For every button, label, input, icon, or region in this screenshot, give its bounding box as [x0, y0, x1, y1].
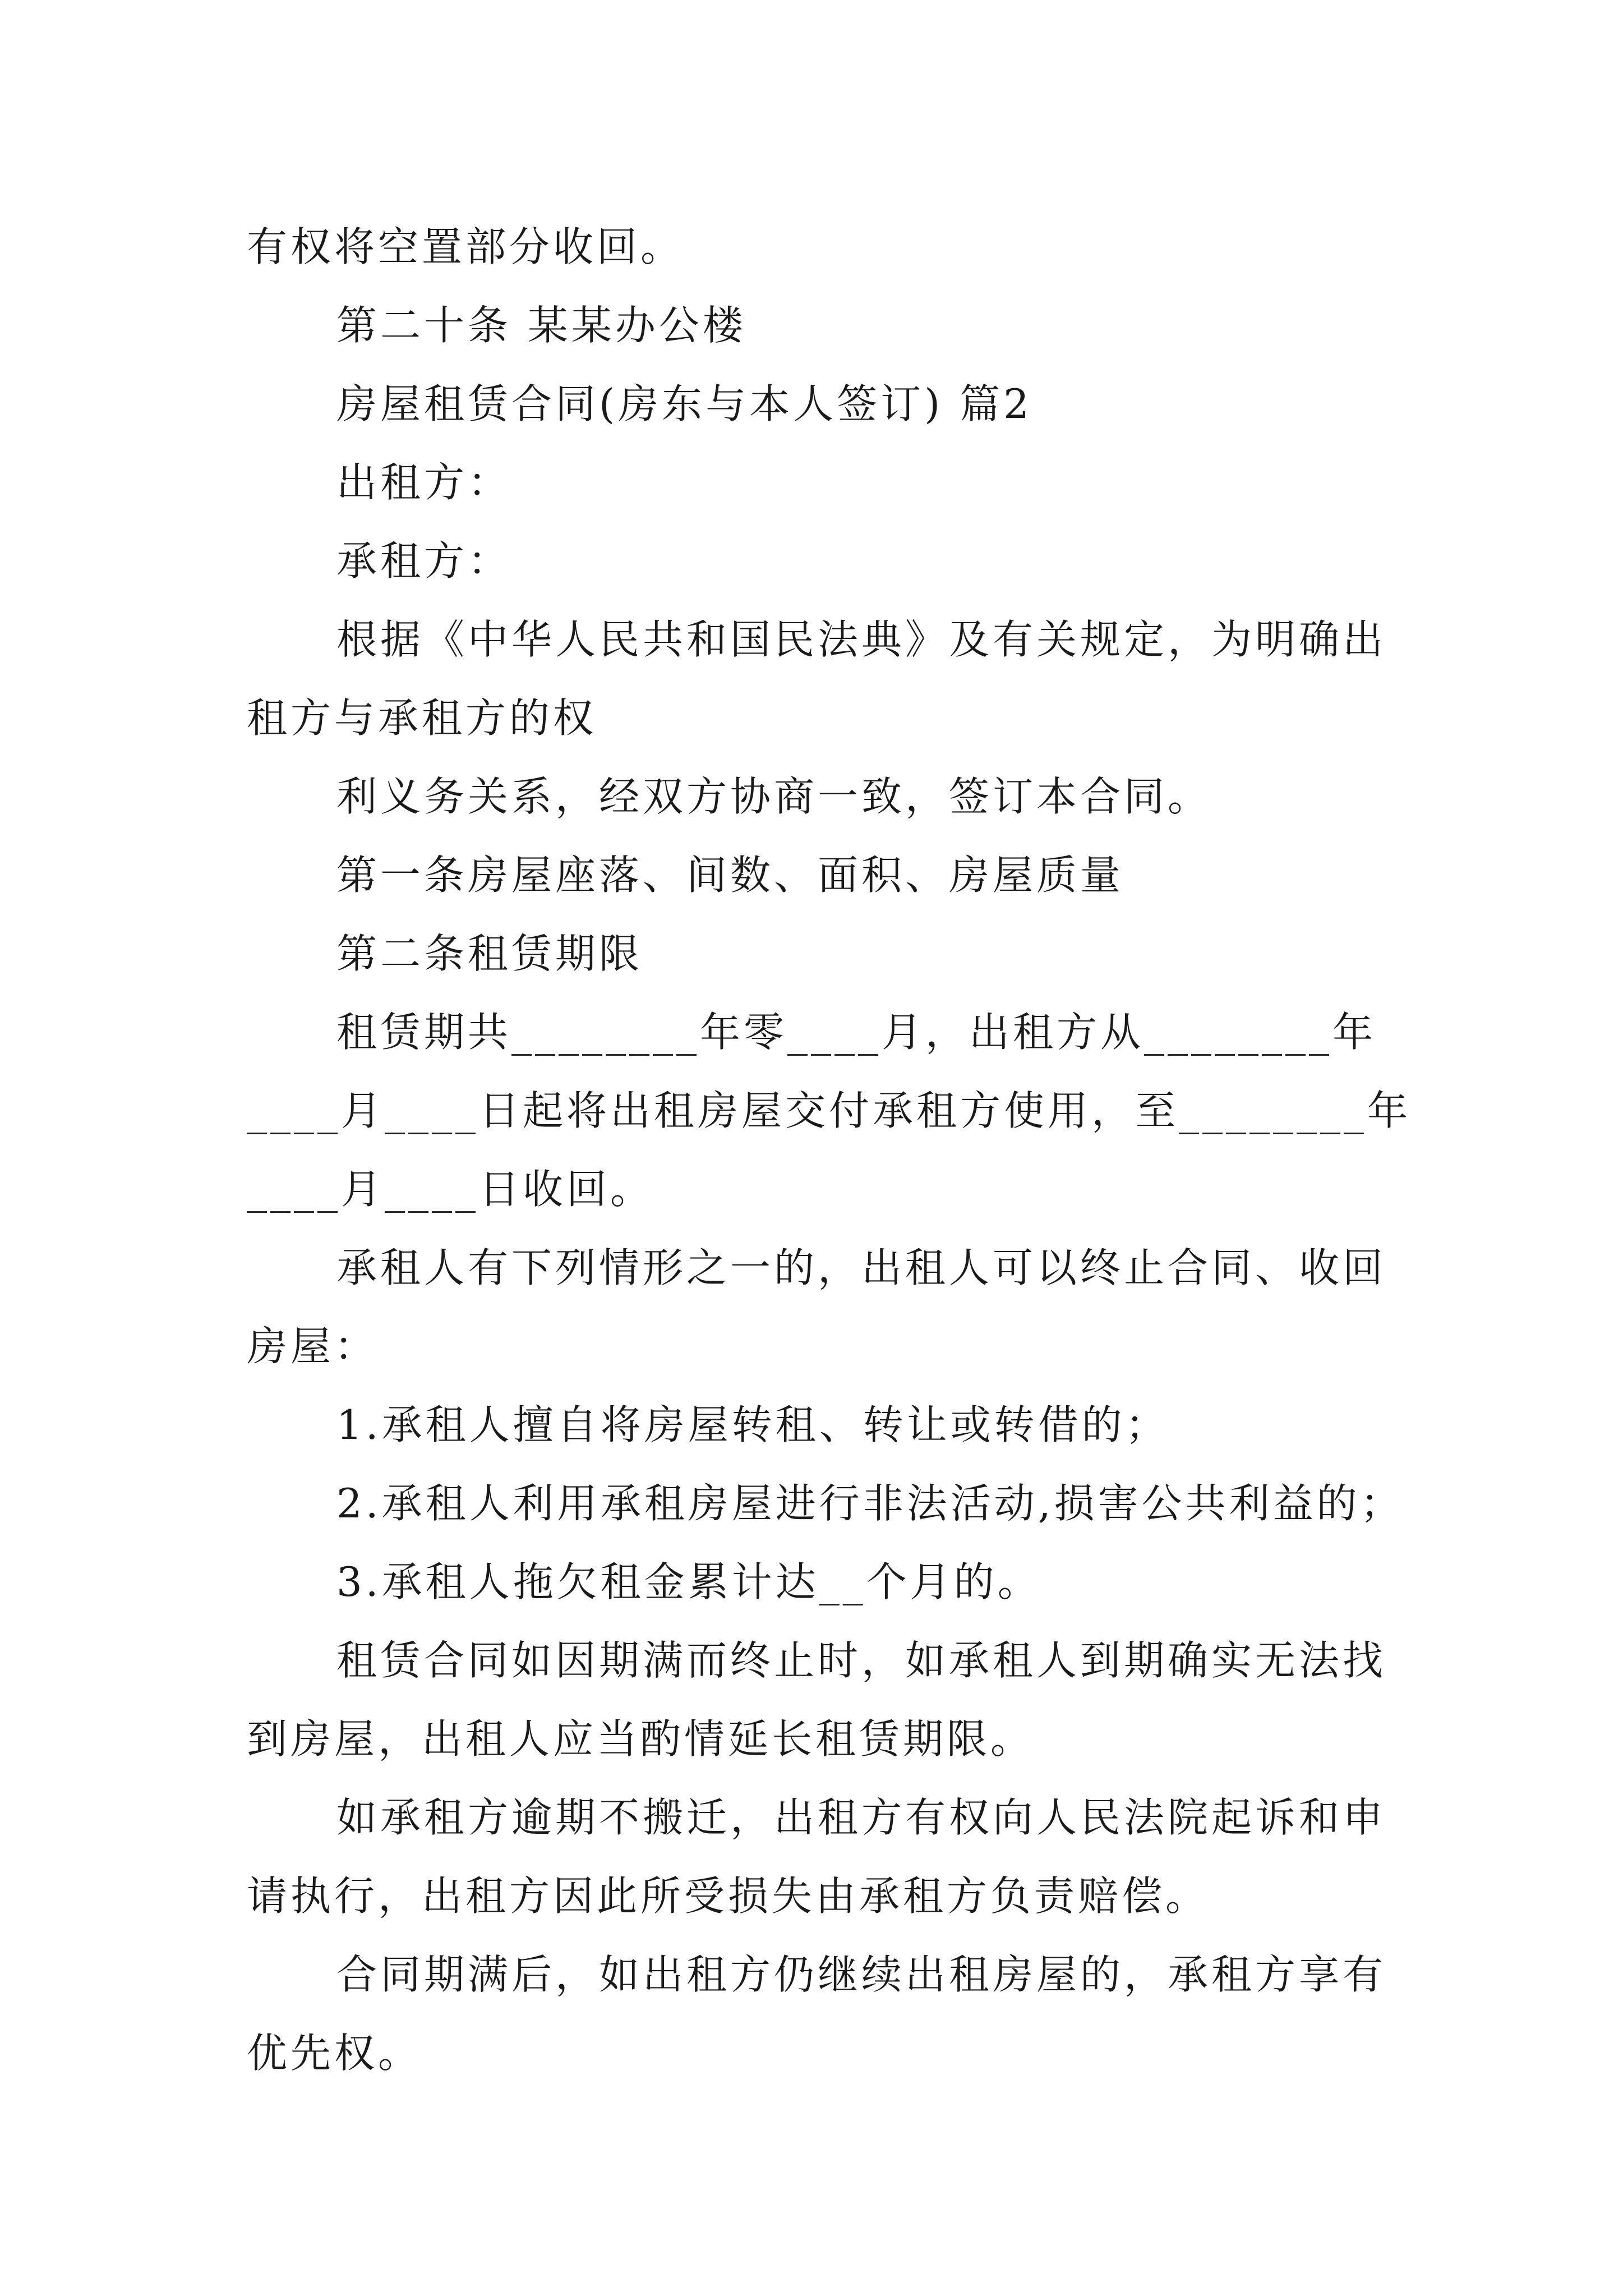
- text-line-22: 请执行，出租方因此所受损失由承租方负责赔偿。: [247, 1872, 1210, 1920]
- text-line-6: 根据《中华人民共和国民法典》及有关规定，为明确出: [336, 616, 1387, 663]
- text-line-10: 第二条租赁期限: [336, 930, 643, 977]
- text-line-23: 合同期满后，如出租方仍继续出租房屋的，承租方享有: [336, 1951, 1387, 1998]
- text-line-21: 如承租方逾期不搬迁，出租方有权向人民法院起诉和申: [336, 1794, 1387, 1841]
- text-line-18: 3.承租人拖欠租金累计达__个月的。: [336, 1558, 1041, 1605]
- text-line-4: 出租方：: [336, 459, 512, 506]
- text-line-1: 有权将空置部分收回。: [247, 223, 685, 270]
- text-line-14: 承租人有下列情形之一的，出租人可以终止合同、收回: [336, 1244, 1387, 1291]
- text-line-12: ____月____日起将出租房屋交付承租方使用，至________年: [247, 1087, 1412, 1134]
- text-line-8: 利义务关系，经双方协商一致，签订本合同。: [336, 773, 1212, 820]
- text-line-9: 第一条房屋座落、间数、面积、房屋质量: [336, 852, 1124, 899]
- text-line-19: 租赁合同如因期满而终止时，如承租人到期确实无法找: [336, 1637, 1387, 1684]
- contract-text: [247, 208, 1412, 2092]
- text-line-20: 到房屋，出租人应当酌情延长租赁期限。: [247, 1715, 1035, 1763]
- text-line-13: ____月____日收回。: [247, 1166, 654, 1213]
- text-line-16: 1.承租人擅自将房屋转租、转让或转借的；: [336, 1401, 1169, 1448]
- text-line-17: 2.承租人利用承租房屋进行非法活动,损害公共利益的；: [336, 1480, 1404, 1527]
- text-line-2: 第二十条 某某办公楼: [336, 302, 746, 349]
- text-line-7: 租方与承租方的权: [247, 694, 597, 742]
- text-line-5: 承租方：: [336, 537, 512, 585]
- text-line-3: 房屋租赁合同(房东与本人签订) 篇2: [336, 380, 1032, 427]
- text-line-15: 房屋：: [247, 1323, 379, 1370]
- text-line-24: 优先权。: [247, 2030, 422, 2077]
- text-line-11: 租赁期共________年零____月，出租方从________年: [336, 1009, 1377, 1056]
